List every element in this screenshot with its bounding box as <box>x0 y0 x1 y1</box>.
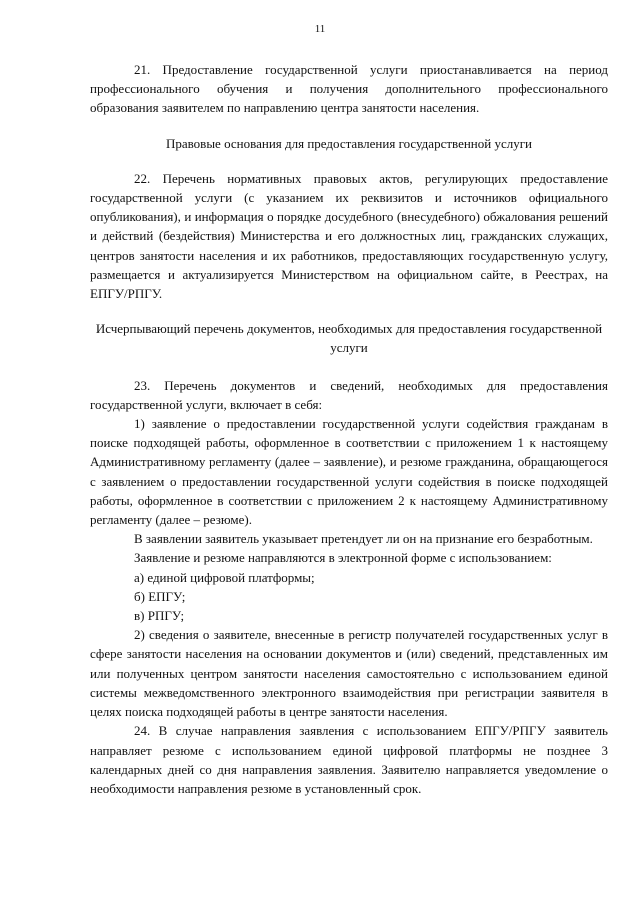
section-heading-required-documents: Исчерпывающий перечень документов, необходимых для предоставления государственной услуги <box>95 321 603 356</box>
paragraph-22: 22. Перечень нормативных правовых актов, регулирующих предоставление государственной услуги (с указанием их реквизитов и источников официального опубликования), и информация о порядке досудебного (внесудебного) обжалования решений и действий (бездействия) Министерства и его должностных лиц, гражданских служащих, центров занятости населения и их работников, предоставляющих государственную услугу, размещается и актуализируется Министерством на официальном сайте, в Реестрах, на ЕПГУ/РПГУ. <box>90 170 608 302</box>
paragraph-23-item-c: в) РПГУ; <box>134 608 185 624</box>
document-body <box>90 60 608 798</box>
paragraph-23-electronic-form: Заявление и резюме направляются в электронной форме с использованием: <box>134 550 552 566</box>
paragraph-23-note: В заявлении заявитель указывает претендует ли он на признание его безработным. <box>134 531 593 547</box>
paragraph-21: 21. Предоставление государственной услуги приостанавливается на период профессионального обучения и получения дополнительного профессионального образования заявителем по направлению центра занятости населения. <box>90 62 608 116</box>
paragraph-23-item-2: 2) сведения о заявителе, внесенные в регистр получателей государственных услуг в сфере занятости населения на основании документов и (или) сведений, представленных им или полученных центром занятости населения самостоятельно с использованием единой системы межведомственного электронного взаимодействия при регистрации заявителя в целях поиска подходящей работы в центре занятости населения. <box>90 627 608 720</box>
paragraph-24: 24. В случае направления заявления с использованием ЕПГУ/РПГУ заявитель направляет резюме с использованием единой цифровой платформы не позднее 3 календарных дней со дня направления заявления. Заявителю направляется уведомление о необходимости направления резюме в установленный срок. <box>90 723 608 796</box>
paragraph-23-item-a: а) единой цифровой платформы; <box>134 569 315 585</box>
paragraph-23: 23. Перечень документов и сведений, необходимых для предоставления государственной услуги, включает в себя: <box>90 377 608 412</box>
page-number: 11 <box>314 23 326 35</box>
section-heading-legal-basis: Правовые основания для предоставления государственной услуги <box>165 135 533 151</box>
paragraph-23-item-1: 1) заявление о предоставлении государственной услуги содействия гражданам в поиске подходящей работы, оформленное в соответствии с приложением 1 к настоящему Административному регламенту (далее – заявление), и резюме гражданина, обращающегося с заявлением о предоставлении государственной услуги содействия в поиске подходящей работы, оформленное в соответствии с приложением 2 к настоящему Административному регламенту (далее – резюме). <box>90 416 608 528</box>
paragraph-23-item-b: б) ЕПГУ; <box>134 588 186 604</box>
